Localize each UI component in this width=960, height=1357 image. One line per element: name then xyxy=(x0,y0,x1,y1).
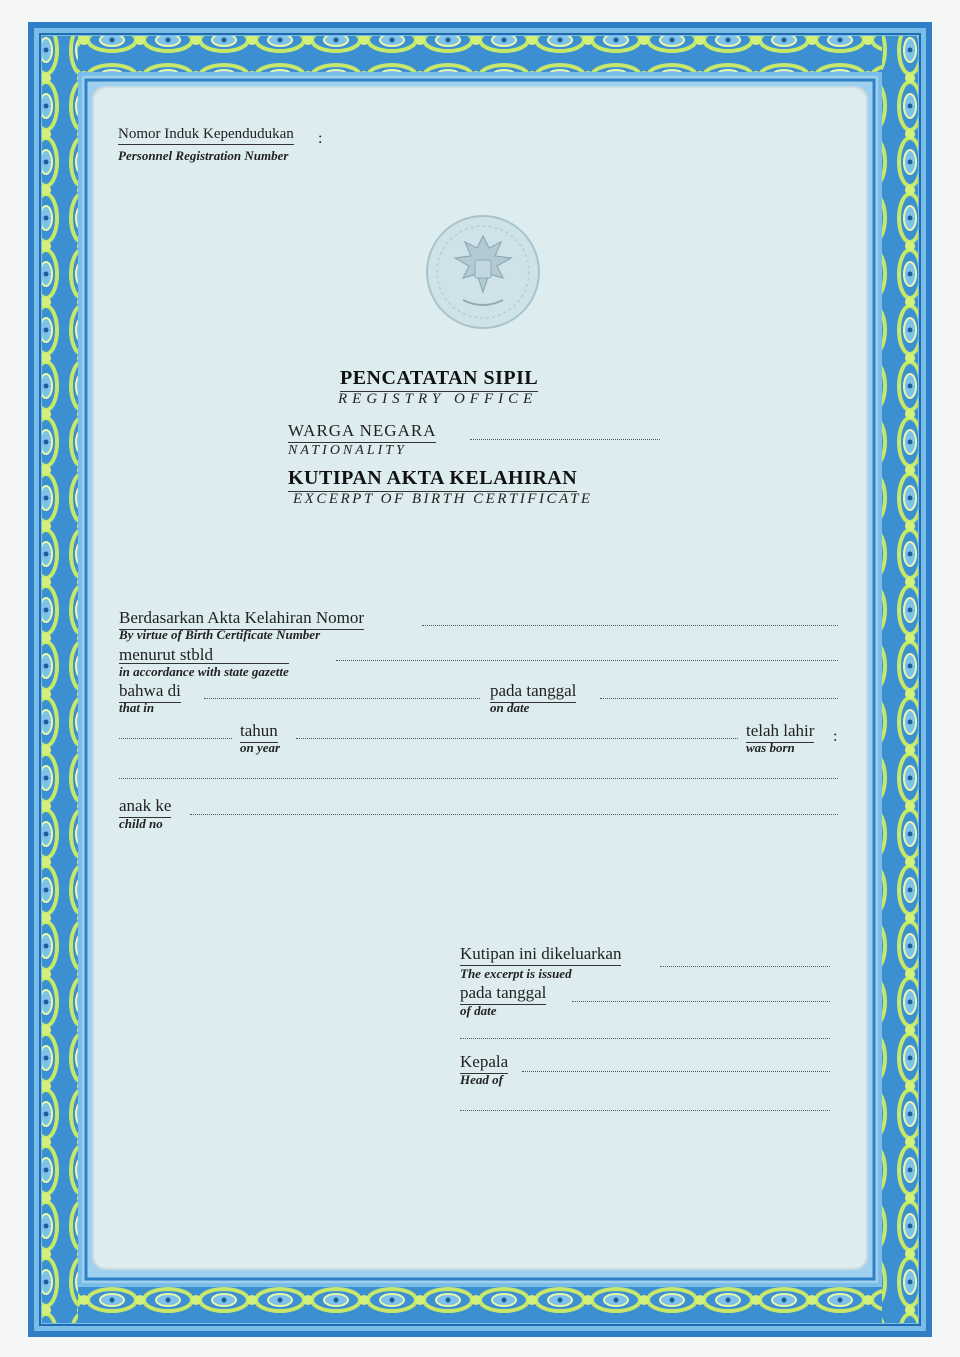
cert-number-label: Berdasarkan Akta Kelahiran Nomor xyxy=(119,608,364,630)
registry-office-title-en: REGISTRY OFFICE xyxy=(338,391,538,407)
day-field[interactable] xyxy=(119,738,232,739)
issued-label: Kutipan ini dikeluarkan xyxy=(460,944,621,966)
head-label: Kepala xyxy=(460,1052,508,1074)
nationality-field[interactable] xyxy=(470,439,660,440)
registry-office-title: PENCATATAN SIPIL xyxy=(340,367,538,392)
cert-number-field[interactable] xyxy=(422,625,838,626)
nik-label-en: Personnel Registration Number xyxy=(118,148,289,163)
issue-date-label: pada tanggal xyxy=(460,983,546,1005)
child-order-label-en: child no xyxy=(119,816,163,831)
garuda-emblem-icon xyxy=(423,212,543,334)
stbld-label-en: in accordance with state gazette xyxy=(119,664,289,679)
place-label: bahwa di xyxy=(119,681,181,703)
issue-date-field[interactable] xyxy=(572,1001,830,1002)
issued-field[interactable] xyxy=(660,966,830,967)
date-label-en: on date xyxy=(490,700,530,715)
document-title-en: EXCERPT OF BIRTH CERTIFICATE xyxy=(293,491,593,507)
date-field[interactable] xyxy=(600,698,838,699)
stbld-label: menurut stbld xyxy=(119,645,213,664)
child-name-field[interactable] xyxy=(119,778,838,779)
head-field[interactable] xyxy=(522,1071,830,1072)
issue-date-label-en: of date xyxy=(460,1003,497,1018)
child-order-label: anak ke xyxy=(119,796,171,818)
document-title: KUTIPAN AKTA KELAHIRAN xyxy=(288,467,577,492)
nationality-label-en: NATIONALITY xyxy=(288,443,407,458)
born-label-en: was born xyxy=(746,740,795,755)
issue-place-field[interactable] xyxy=(460,1038,830,1039)
signature-field[interactable] xyxy=(460,1110,830,1111)
nationality-label: WARGA NEGARA xyxy=(288,421,436,443)
issued-label-en: The excerpt is issued xyxy=(460,966,572,981)
date-label: pada tanggal xyxy=(490,681,576,703)
year-label-en: on year xyxy=(240,740,281,755)
place-field[interactable] xyxy=(204,698,480,699)
born-label: telah lahir xyxy=(746,721,814,743)
year-field[interactable] xyxy=(296,738,738,739)
cert-number-label-en: By virtue of Birth Certificate Number xyxy=(119,627,321,642)
nik-label: Nomor Induk Kependudukan xyxy=(118,126,294,145)
nik-colon: : xyxy=(318,130,323,147)
head-label-en: Head of xyxy=(460,1072,503,1087)
born-colon: : xyxy=(833,728,838,745)
place-label-en: that in xyxy=(119,700,155,715)
year-label: tahun xyxy=(240,721,278,743)
child-order-field[interactable] xyxy=(190,814,838,815)
stbld-field[interactable] xyxy=(336,660,838,661)
